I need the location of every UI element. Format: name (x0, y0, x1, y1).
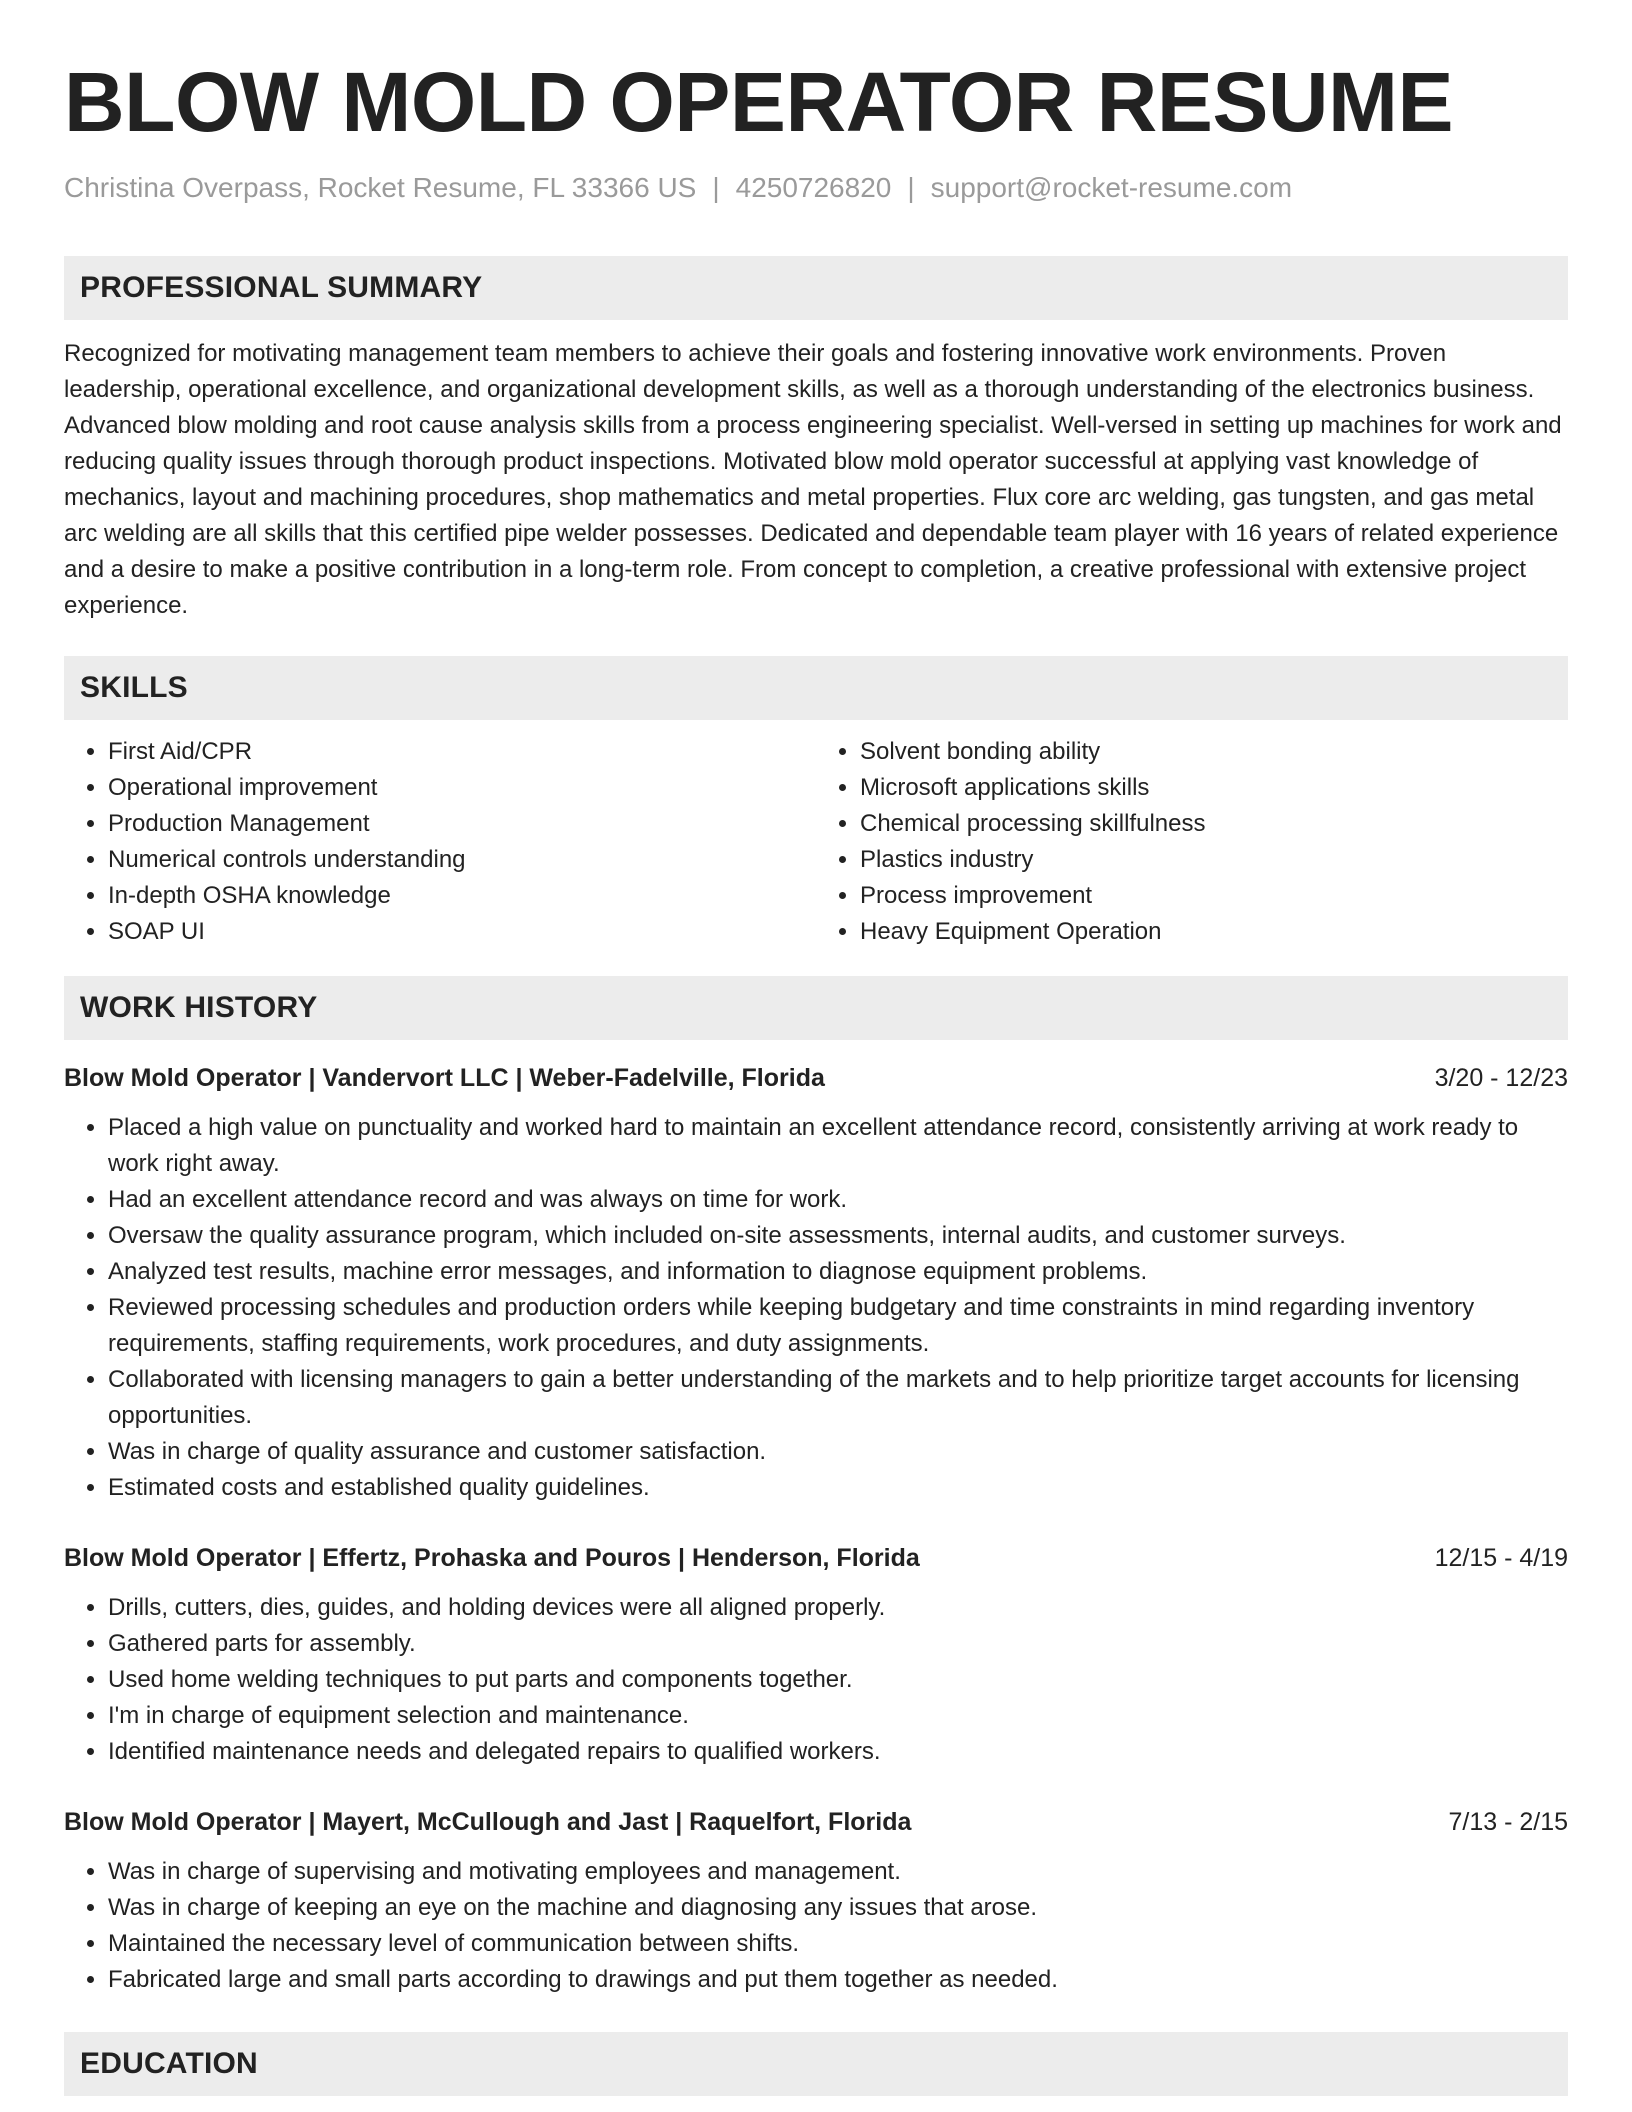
skill-item: • SOAP UI (108, 914, 816, 950)
resume-title: BLOW MOLD OPERATOR RESUME (64, 55, 1454, 149)
contact-phone: 4250726820 (735, 172, 892, 203)
skills-column-left (64, 734, 816, 950)
job-bullet: • Was in charge of supervising and motivating employees and management. (108, 1854, 1568, 1890)
job-bullet: • Oversaw the quality assurance program, which included on-site assessments, internal audits, and customer surveys. (108, 1218, 1568, 1254)
job-bullet: • Identified maintenance needs and delegated repairs to qualified workers. (108, 1734, 1568, 1770)
section-heading-work-history: WORK HISTORY (64, 976, 1568, 1040)
job-dates: 7/13 - 2/15 (1448, 1808, 1568, 1836)
skill-item: • Numerical controls understanding (108, 842, 816, 878)
skill-item: • Plastics industry (860, 842, 1568, 878)
job-bullet: • Collaborated with licensing managers to gain a better understanding of the markets and to help prioritize target accounts for licensing opportunities. (108, 1362, 1568, 1434)
job-title: Blow Mold Operator | Mayert, McCullough and Jast | Raquelfort, Florida (64, 1808, 912, 1836)
skill-item: • Chemical processing skillfulness (860, 806, 1568, 842)
job-header (64, 1540, 1568, 1576)
skill-item: • Heavy Equipment Operation (860, 914, 1568, 950)
job-bullet: • Analyzed test results, machine error messages, and information to diagnose equipment problems. (108, 1254, 1568, 1290)
job-bullet: • Reviewed processing schedules and production orders while keeping budgetary and time constraints in mind regarding inventory requirements, staffing requirements, work procedures, and duty assignments. (108, 1290, 1568, 1362)
job-bullet: • Estimated costs and established quality guidelines. (108, 1470, 1568, 1506)
skills-list (64, 734, 1568, 950)
job-bullet: • Maintained the necessary level of communication between shifts. (108, 1926, 1568, 1962)
summary-text: Recognized for motivating management team members to achieve their goals and fostering innovative work environments. Proven leadership, operational excellence, and organizational development skills, as well as a thorough understanding of the electronics business. Advanced blow molding and root cause analysis skills from a process engineering specialist. Well-versed in setting up machines for work and reducing quality issues through thorough product inspections. Motivated blow mold operator successful at applying vast knowledge of mechanics, layout and machining procedures, shop mathematics and metal properties. Flux core arc welding, gas tungsten, and gas metal arc welding are all skills that this certified pipe welder possesses. Dedicated and dependable team player with 16 years of related experience and a desire to make a positive contribution in a long-term role. From concept to completion, a creative professional with extensive project experience. (64, 340, 1562, 619)
job-header (64, 1060, 1568, 1096)
job-entry (64, 1804, 1568, 1998)
contact-line (64, 170, 1568, 206)
section-heading-education: EDUCATION (64, 2032, 1568, 2096)
skill-item: • Operational improvement (108, 770, 816, 806)
job-title: Blow Mold Operator | Vandervort LLC | Weber-Fadelville, Florida (64, 1064, 825, 1092)
section-heading-skills: SKILLS (64, 656, 1568, 720)
job-bullet: • Was in charge of keeping an eye on the machine and diagnosing any issues that arose. (108, 1890, 1568, 1926)
contact-separator: | (907, 172, 915, 203)
job-bullets (64, 1110, 1568, 1506)
job-bullet: • Gathered parts for assembly. (108, 1626, 1568, 1662)
contact-separator: | (712, 172, 720, 203)
skills-column-right (816, 734, 1568, 950)
job-dates: 12/15 - 4/19 (1434, 1544, 1568, 1572)
contact-email: support@rocket-resume.com (930, 172, 1293, 203)
job-bullet: • I'm in charge of equipment selection and maintenance. (108, 1698, 1568, 1734)
job-entry (64, 1540, 1568, 1770)
job-bullet: • Used home welding techniques to put parts and components together. (108, 1662, 1568, 1698)
job-bullet: • Had an excellent attendance record and was always on time for work. (108, 1182, 1568, 1218)
skill-item: • First Aid/CPR (108, 734, 816, 770)
skill-item: • Production Management (108, 806, 816, 842)
contact-address: Christina Overpass, Rocket Resume, FL 33366 US (64, 172, 697, 203)
job-bullet: • Fabricated large and small parts according to drawings and put them together as needed. (108, 1962, 1568, 1998)
job-bullet: • Was in charge of quality assurance and customer satisfaction. (108, 1434, 1568, 1470)
skill-item: • Process improvement (860, 878, 1568, 914)
job-bullets (64, 1590, 1568, 1770)
job-bullets (64, 1854, 1568, 1998)
section-heading-summary: PROFESSIONAL SUMMARY (64, 256, 1568, 320)
skill-item: • Solvent bonding ability (860, 734, 1568, 770)
job-header (64, 1804, 1568, 1840)
job-entry (64, 1060, 1568, 1506)
skill-item: • In-depth OSHA knowledge (108, 878, 816, 914)
job-bullet: • Drills, cutters, dies, guides, and holding devices were all aligned properly. (108, 1590, 1568, 1626)
skill-item: • Microsoft applications skills (860, 770, 1568, 806)
job-bullet: • Placed a high value on punctuality and worked hard to maintain an excellent attendance record, consistently arriving at work ready to work right away. (108, 1110, 1568, 1182)
job-title: Blow Mold Operator | Effertz, Prohaska and Pouros | Henderson, Florida (64, 1544, 920, 1572)
job-dates: 3/20 - 12/23 (1434, 1064, 1568, 1092)
